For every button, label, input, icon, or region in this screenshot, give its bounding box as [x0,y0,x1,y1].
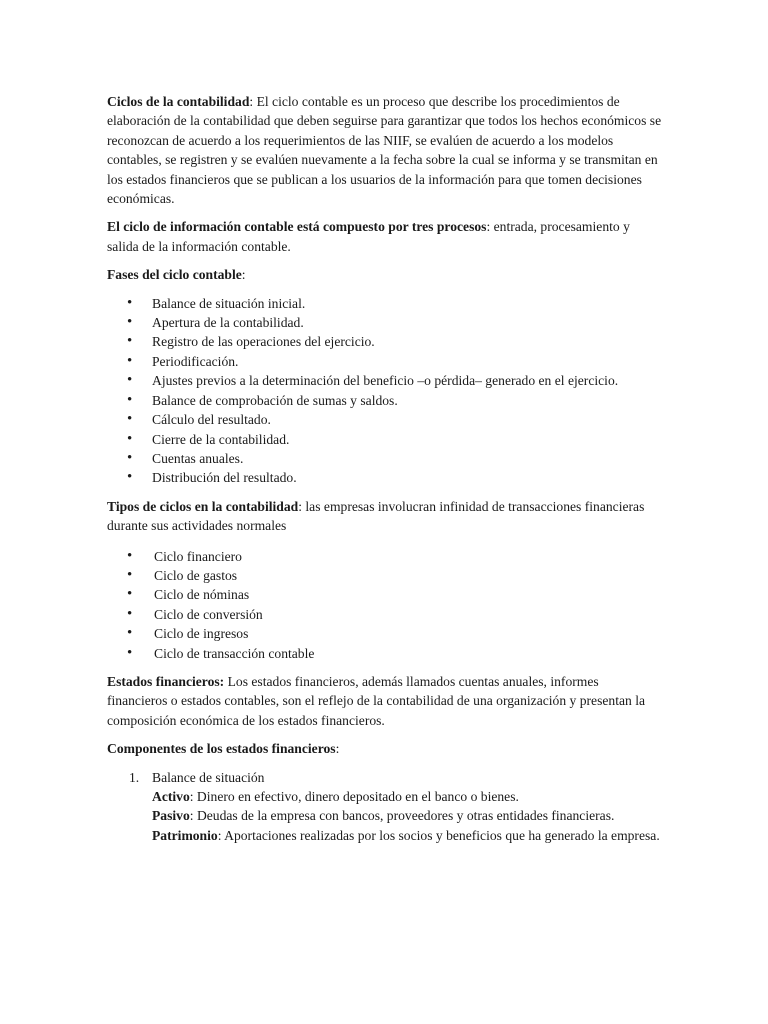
list-item: • Ciclo de nóminas [107,585,662,604]
list-item: • Ciclo de transacción contable [107,644,662,663]
intro-paragraph [107,92,662,208]
estados-paragraph [107,672,662,730]
fases-list [107,294,662,488]
tipos-text: : las empresas involucran infinidad de transacciones financieras durante sus actividades normales [107,498,645,534]
intro-term: Ciclos de la contabilidad [107,94,250,109]
list-item: • Cierre de la contabilidad. [107,430,662,449]
list-item [107,768,662,846]
list-item: • Cálculo del resultado. [107,410,662,429]
fases-term: Fases del ciclo contable [107,267,242,283]
sub-term: Activo [152,789,190,804]
componentes-heading [107,739,662,758]
item-title: Balance de situación [152,769,265,785]
list-item: • Ciclo de gastos [107,566,662,585]
estados-text: Los estados financieros, además llamados cuentas anuales, informes financieros o estados contables, son el reflejo de la contabilidad de una organización y presentan la composición económica de los estados financieros. [107,673,646,728]
list-item: • Ajustes previos a la determinación del beneficio –o pérdida– generado en el ejercicio. [107,371,662,390]
sub-text: : Dinero en efectivo, dinero depositado en el banco o bienes. [189,789,519,804]
intro-text: : El ciclo contable es un proceso que describe los procedimientos de elaboración de la contabilidad que deben seguirse para garantizar que todos los hechos económicos se reconozcan de acuerdo a los requerimientos de las NIIF, se evalúen de acuerdo a los modelos contables, se registren y se evalúen nuevamente a la fecha sobre la cual se informa y se transmitan en los estados financieros que se publican a los usuarios de la información para que tomen decisiones económicas. [107,94,662,207]
list-item: • Periodificación. [107,352,662,371]
componentes-text: : [335,741,340,757]
sub-term: Pasivo [152,808,190,824]
tipos-list [107,547,662,663]
sub-item-patrimonio [152,826,662,845]
fases-text: : [241,267,246,283]
list-item: • Balance de comprobación de sumas y saldos. [107,391,662,410]
list-item: • Distribución del resultado. [107,468,662,487]
sub-text: : Deudas de la empresa con bancos, proveedores y otras entidades financieras. [189,808,615,824]
componentes-term: Componentes de los estados financieros [107,741,336,757]
list-item: • Ciclo de ingresos [107,624,662,643]
document-page [107,92,662,845]
sub-item-pasivo [152,806,662,825]
item-number: 1. [129,769,140,785]
sub-text: : Aportaciones realizadas por los socios y beneficios que ha generado la empresa. [217,827,660,843]
componentes-list [107,768,662,846]
ciclo-info-term: El ciclo de información contable está compuesto por tres procesos [107,219,487,235]
tipos-term: Tipos de ciclos en la contabilidad [107,498,299,514]
list-item: • Registro de las operaciones del ejercicio. [107,332,662,351]
list-item: • Ciclo financiero [107,547,662,566]
sub-item-activo [152,787,662,806]
list-item: • Balance de situación inicial. [107,294,662,313]
fases-heading [107,265,662,284]
list-item: • Ciclo de conversión [107,605,662,624]
list-item: • Cuentas anuales. [107,449,662,468]
ciclo-info-paragraph [107,217,662,256]
tipos-paragraph [107,497,662,536]
list-item: • Apertura de la contabilidad. [107,313,662,332]
ciclo-info-text: : entrada, procesamiento y salida de la información contable. [107,219,630,254]
estados-term: Estados financieros: [107,673,225,689]
sub-term: Patrimonio [152,827,218,843]
